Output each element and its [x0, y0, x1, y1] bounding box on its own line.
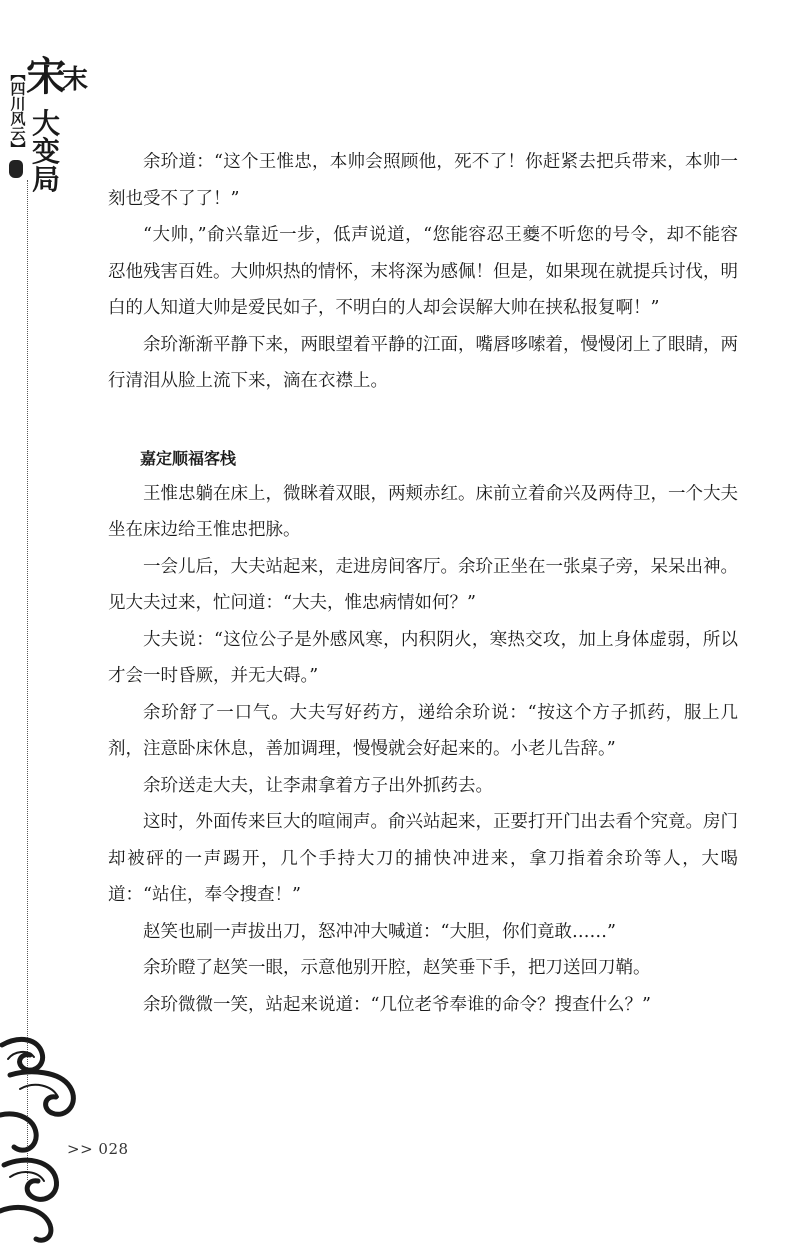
cloud-ornament-icon: [0, 1015, 112, 1243]
seal-icon: [9, 160, 23, 178]
book-title-top: [26, 53, 89, 101]
series-label: [6, 66, 28, 160]
paragraph: 余玠舒了一口气。大夫写好药方，递给余玠说：“按这个方子抓药，服上几剂，注意卧床休息，善加调理，慢慢就会好起来的。小老儿告辞。”: [108, 702, 738, 759]
paragraph: 这时，外面传来巨大的喧闹声。俞兴站起来，正要打开门出去看个究竟。房门却被砰的一声踢开，几个手持大刀的捕快冲进来，拿刀指着余玠等人，大喝道：“站住，奉令搜查！”: [108, 812, 738, 905]
paragraph: 赵笑也刷一声拔出刀，怒冲冲大喊道：“大胆，你们竟敢……”: [143, 921, 616, 942]
paragraph: 余玠道：“这个王惟忠，本帅会照顾他，死不了！你赶紧去把兵带来，本帅一刻也受不了了！”: [108, 152, 738, 209]
paragraph: 王惟忠躺在床上，微眯着双眼，两颊赤红。床前立着俞兴及两侍卫，一个大夫坐在床边给王惟忠把脉。: [108, 483, 738, 540]
book-title-bottom: 大变局: [32, 107, 61, 196]
page-number: >> 028: [67, 1140, 129, 1158]
paragraph: “大帅，”俞兴靠近一步，低声说道，“您能容忍王夔不听您的号令，却不能容忍他残害百姓。大帅炽热的情怀，末将深为感佩！但是，如果现在就提兵讨伐，明白的人知道大帅是爱民如子，不明白的人却会误解大帅在挟私报复啊！”: [108, 225, 738, 318]
paragraph: 余玠微微一笑，站起来说道：“几位老爷奉谁的命令？搜查什么？”: [143, 994, 651, 1015]
paragraph: 大夫说：“这位公子是外感风寒，内积阴火，寒热交攻，加上身体虚弱，所以才会一时昏厥，并无大碍。”: [108, 629, 738, 686]
book-title-char-2: 末: [62, 65, 89, 95]
page-body: [108, 144, 738, 1023]
paragraph: 余玠渐渐平静下来，两眼望着平静的江面，嘴唇哆嗦着，慢慢闭上了眼睛，两行清泪从脸上流下来，滴在衣襟上。: [108, 334, 738, 391]
paragraph: 余玠瞪了赵笑一眼，示意他别开腔，赵笑垂下手，把刀送回刀鞘。: [143, 958, 651, 978]
paragraph: 一会儿后，大夫站起来，走进房间客厅。余玠正坐在一张桌子旁，呆呆出神。见大夫过来，忙问道：“大夫，惟忠病情如何？”: [108, 556, 738, 613]
paragraph: 余玠送走大夫，让李肃拿着方子出外抓药去。: [143, 775, 493, 796]
section-heading: 嘉定顺福客栈: [140, 448, 237, 468]
book-title-char-1: 宋: [26, 53, 66, 100]
series-text: 【四川风云】: [8, 66, 27, 156]
